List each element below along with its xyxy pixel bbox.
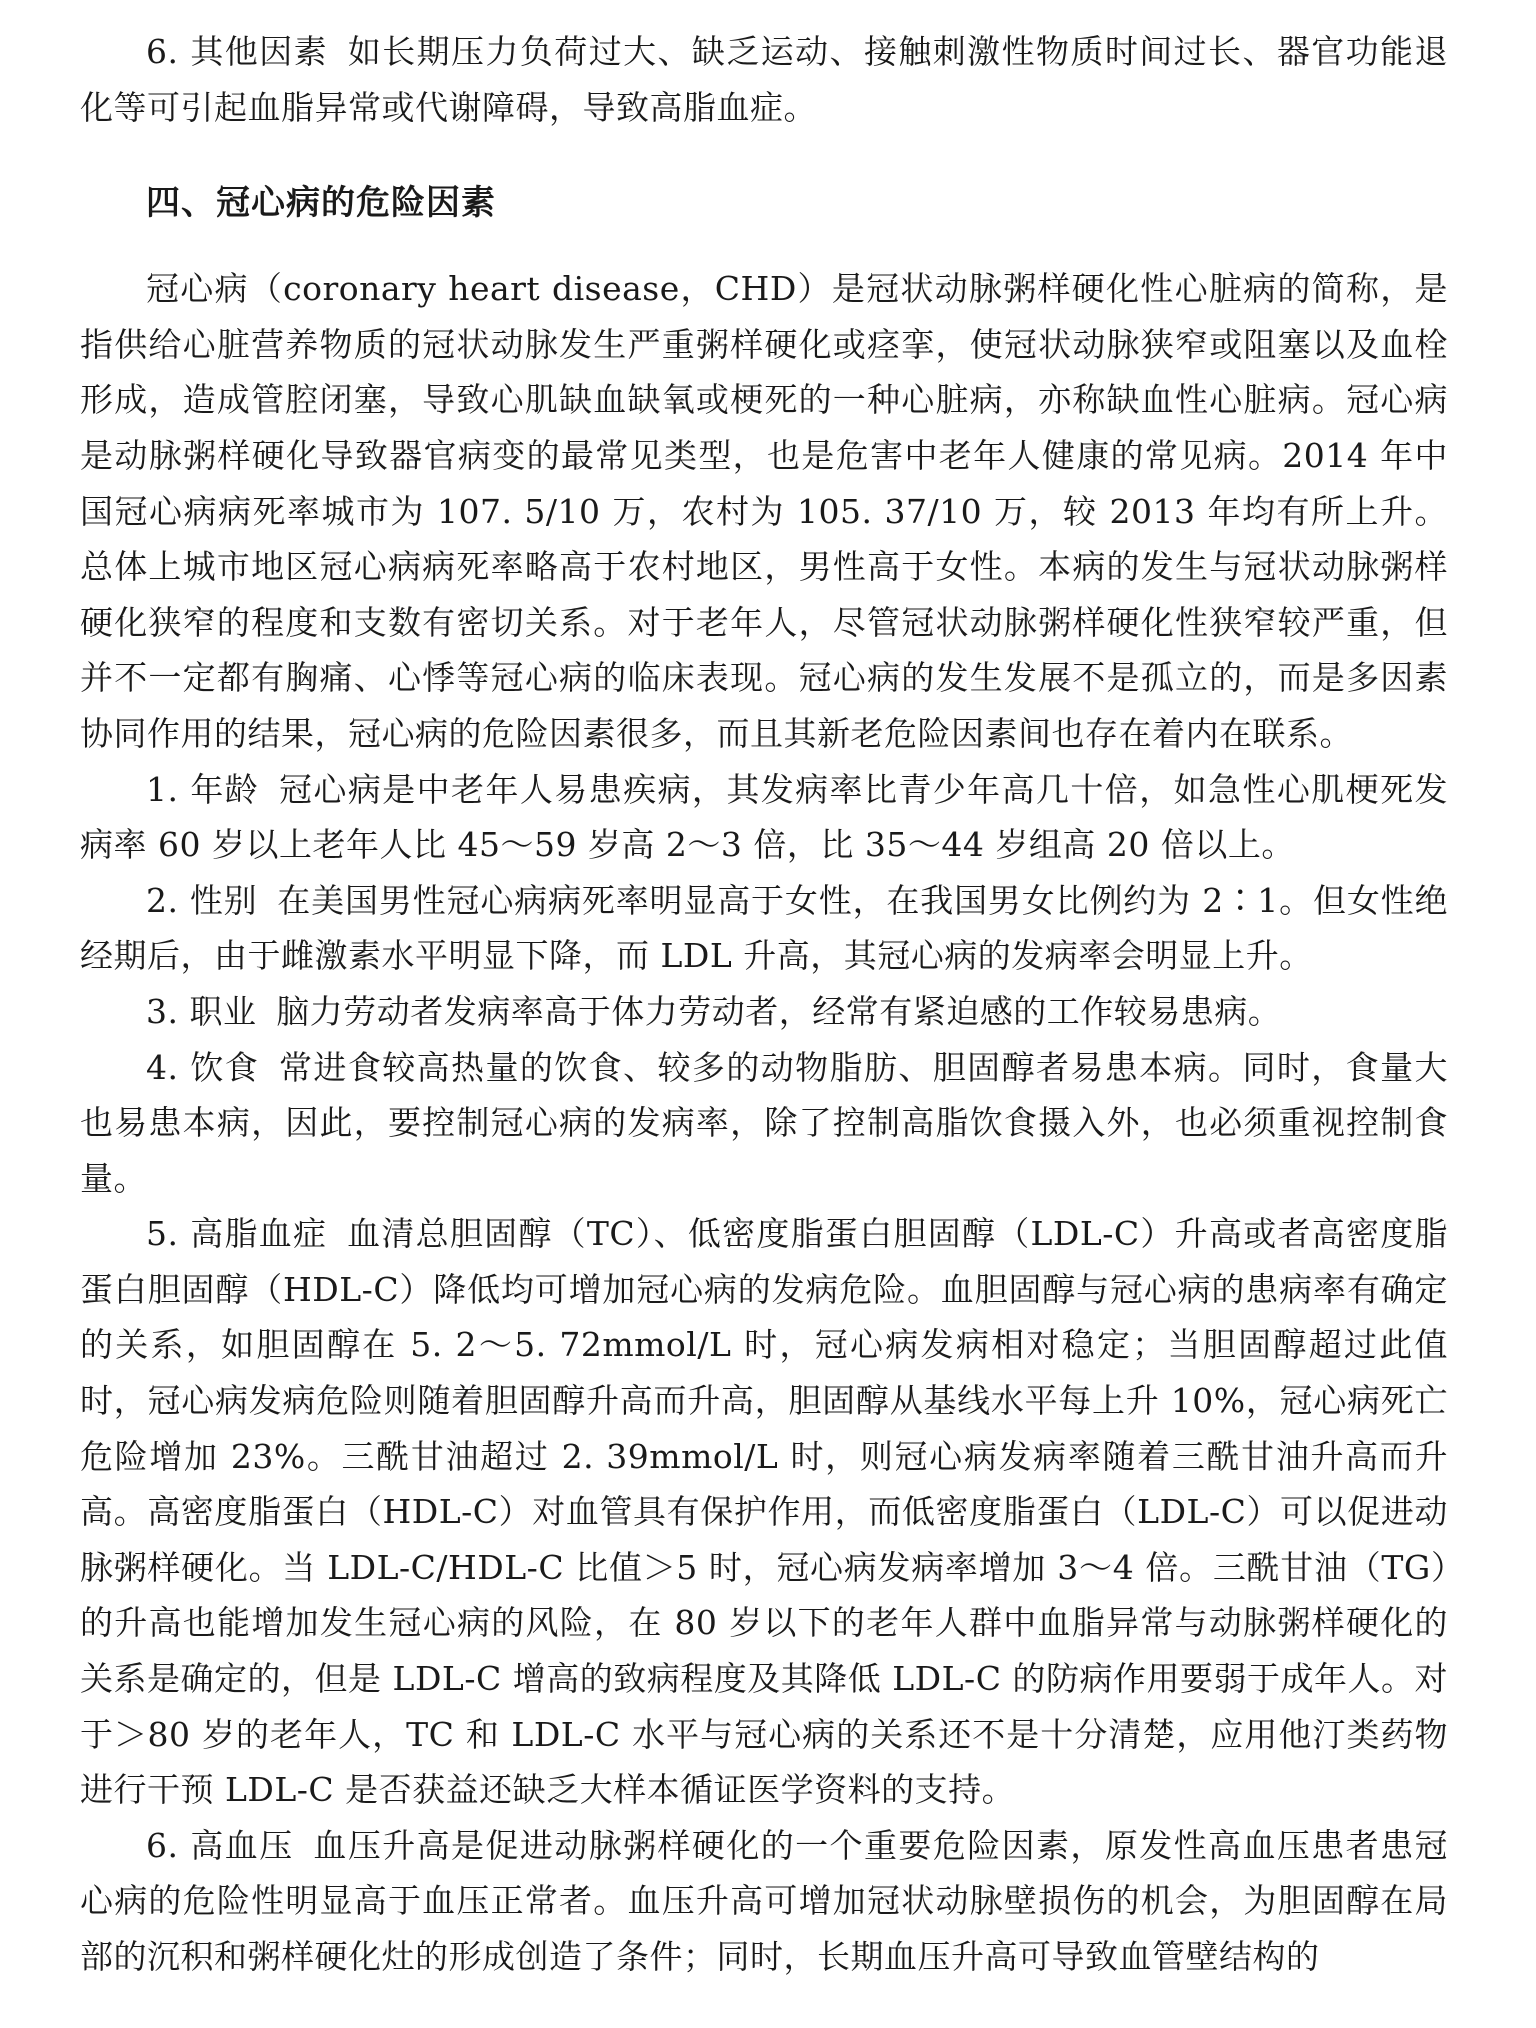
item-lead: 4. 饮食 <box>146 1047 260 1087</box>
item-text: 如长期压力负荷过大、缺乏运动、接触刺激性物质时间过长、器官功能退化等可引起血脂异常或代谢障碍，导致高脂血症。 <box>80 32 1449 127</box>
item-lead: 2. 性别 <box>146 880 258 920</box>
item-text: 血压升高是促进动脉粥样硬化的一个重要危险因素，原发性高血压患者患冠心病的危险性明显高于血压正常者。血压升高可增加冠状动脉壁损伤的机会，为胆固醇在局部的沉积和粥样硬化灶的形成创造了条件；同时，长期血压升高可导致血管壁结构的 <box>80 1825 1449 1976</box>
document-page <box>80 24 1448 1985</box>
item-text: 脑力劳动者发病率高于体力劳动者，经常有紧迫感的工作较易患病。 <box>276 991 1282 1031</box>
section-heading: 四、冠心病的危险因素 <box>146 183 496 224</box>
item-lead: 1. 年龄 <box>146 769 260 809</box>
item-text: 在美国男性冠心病病死率明显高于女性，在我国男女比例约为 2∶1。但女性绝经期后，由于雌激素水平明显下降，而 LDL 升高，其冠心病的发病率会明显上升。 <box>80 880 1448 976</box>
paragraph-factor-sex <box>80 873 1448 984</box>
paragraph-factor-hyperlipidemia <box>80 1206 1448 1818</box>
item-lead: 3. 职业 <box>146 991 257 1031</box>
item-lead: 6. 高血压 <box>146 1825 294 1865</box>
paragraph-other-factors <box>80 24 1448 135</box>
item-text: 常进食较高热量的饮食、较多的动物脂肪、胆固醇者易患本病。同时，食量大也易患本病，因此，要控制冠心病的发病率，除了控制高脂饮食摄入外，也必须重视控制食量。 <box>80 1047 1448 1198</box>
item-lead: 5. 高脂血症 <box>146 1214 328 1254</box>
item-lead: 6. 其他因素 <box>146 32 329 71</box>
paragraph-intro: 冠心病（coronary heart disease，CHD）是冠状动脉粥样硬化性心脏病的简称，是指供给心脏营养物质的冠状动脉发生严重粥样硬化或痉挛，使冠状动脉狭窄或阻塞以及血栓形成，造成管腔闭塞，导致心肌缺血缺氧或梗死的一种心脏病，亦称缺血性心脏病。冠心病是动脉粥样硬化导致器官病变的最常见类型，也是危害中老年人健康的常见病。2014 年中国冠心病病死率城市为 107. 5/10 万，农村为 105. 37/10 万，较 2013 年均有所上升。总体上城市地区冠心病病死率略高于农村地区，男性高于女性。本病的发生与冠状动脉粥样硬化狭窄的程度和支数有密切关系。对于老年人，尽管冠状动脉粥样硬化性狭窄较严重，但并不一定都有胸痛、心悸等冠心病的临床表现。冠心病的发生发展不是孤立的，而是多因素协同作用的结果，冠心病的危险因素很多，而且其新老危险因素间也存在着内在联系。 <box>80 269 1448 753</box>
paragraph-factor-age <box>80 762 1448 873</box>
item-text: 血清总胆固醇（TC）、低密度脂蛋白胆固醇（LDL-C）升高或者高密度脂蛋白胆固醇（HDL-C）降低均可增加冠心病的发病危险。血胆固醇与冠心病的患病率有确定的关系，如胆固醇在 5. 2～5. 72mmol/L 时，冠心病发病相对稳定；当胆固醇超过此值时，冠心病发病危险则随着胆固醇升高而升高，胆固醇从基线水平每上升 10%，冠心病死亡危险增加 23%。三酰甘油超过 2. 39mmol/L 时，则冠心病发病率随着三酰甘油升高而升高。高密度脂蛋白（HDL-C）对血管具有保护作用，而低密度脂蛋白（LDL-C）可以促进动脉粥样硬化。当 LDL-C/HDL-C 比值＞5 时，冠心病发病率增加 3～4 倍。三酰甘油（TG）的升高也能增加发生冠心病的风险，在 80 岁以下的老年人群中血脂异常与动脉粥样硬化的关系是确定的，但是 LDL-C 增高的致病程度及其降低 LDL-C 的防病作用要弱于成年人。对于＞80 岁的老年人，TC 和 LDL-C 水平与冠心病的关系还不是十分清楚，应用他汀类药物进行干预 LDL-C 是否获益还缺乏大样本循证医学资料的支持。 <box>80 1214 1448 1810</box>
paragraph-factor-occupation <box>80 984 1448 1040</box>
paragraph-factor-diet <box>80 1040 1448 1207</box>
paragraph-factor-hypertension <box>80 1818 1448 1985</box>
item-text: 冠心病是中老年人易患疾病，其发病率比青少年高几十倍，如急性心肌梗死发病率 60 岁以上老年人比 45～59 岁高 2～3 倍，比 35～44 岁组高 20 倍以上。 <box>80 769 1448 865</box>
